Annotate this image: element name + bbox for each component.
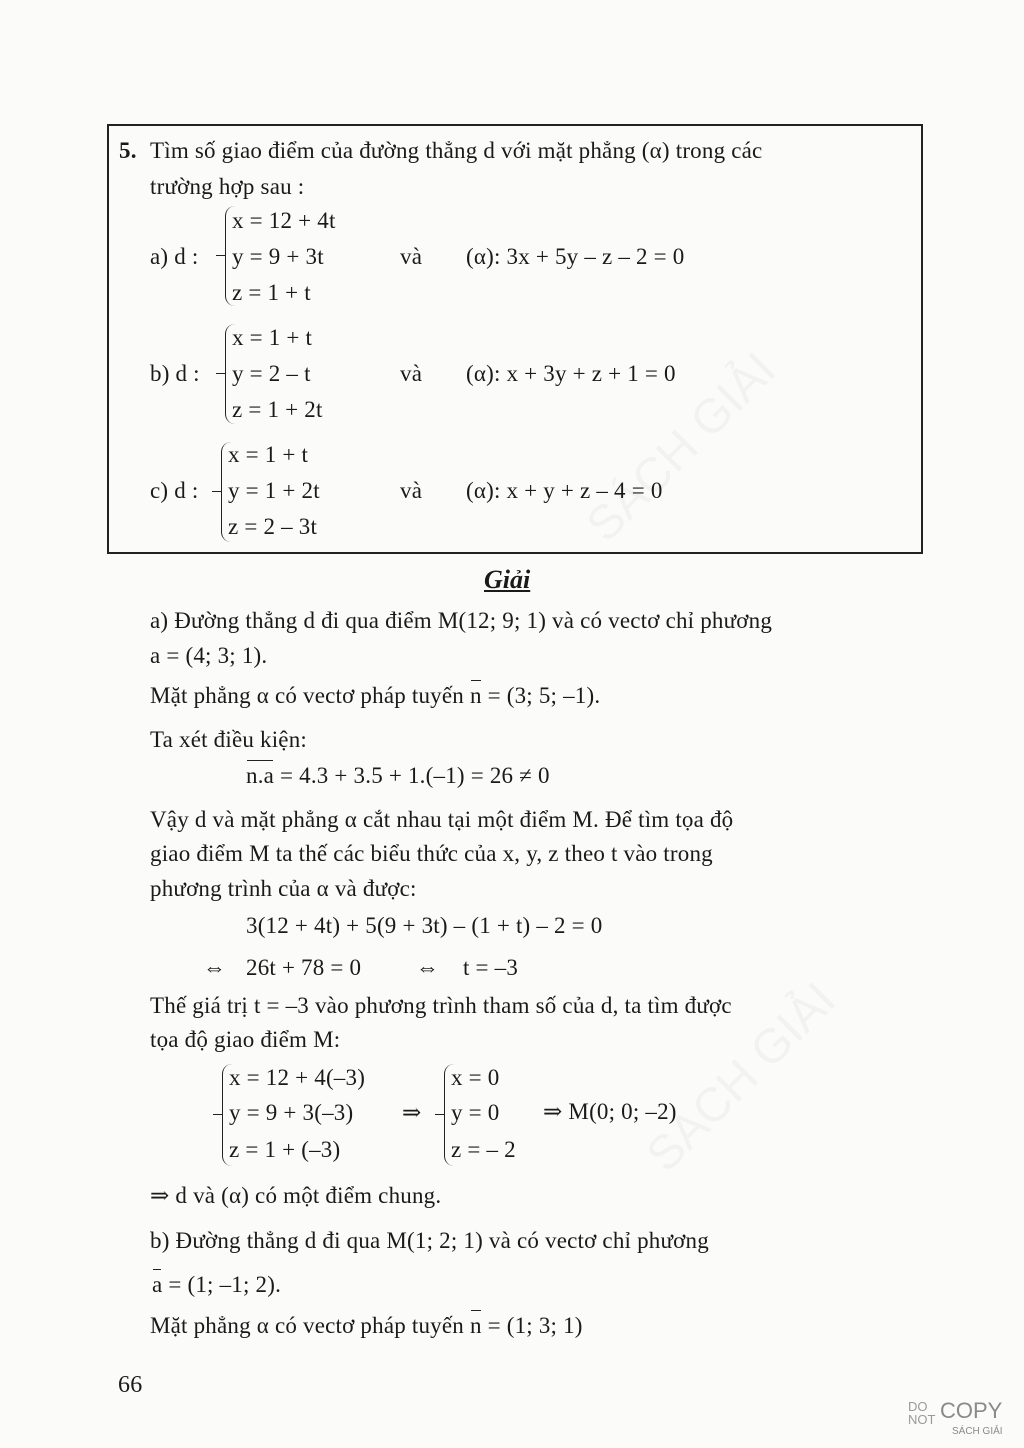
substitution-equation: 3(12 + 4t) + 5(9 + 3t) – (1 + t) – 2 = 0 xyxy=(246,913,603,938)
equivalence-arrow-2: ⇔ xyxy=(416,955,440,980)
normal-value: = (3; 5; –1). xyxy=(487,683,601,708)
normal-value: = (1; 3; 1) xyxy=(487,1313,583,1338)
system2-y: y = 0 xyxy=(451,1100,500,1125)
case-c-prefix: c) d : xyxy=(150,478,199,503)
case-b-eq-z: z = 1 + 2t xyxy=(232,397,323,422)
case-a-eq-y: y = 9 + 3t xyxy=(232,244,324,269)
system2-z: z = – 2 xyxy=(451,1137,516,1162)
normal-prefix: Mặt phẳng α có vectơ pháp tuyến xyxy=(150,1313,464,1338)
condition-intro: Ta xét điều kiện: xyxy=(150,727,307,752)
case-b-conj: và xyxy=(400,361,423,386)
conclusion-line3: phương trình của α và được: xyxy=(150,876,417,901)
case-b-prefix: b) d : xyxy=(150,361,200,386)
solution-b-normal xyxy=(150,1313,583,1339)
case-a-conj: và xyxy=(400,244,423,269)
problem-statement-line1: Tìm số giao điểm của đường thẳng d với mặt phẳng (α) trong các xyxy=(150,138,763,163)
solution-a-normal xyxy=(150,683,600,709)
implies-arrow-1: ⇒ xyxy=(402,1100,422,1125)
dot-product-line xyxy=(246,763,550,789)
solution-a-line1: a) Đường thẳng d đi qua điểm M(12; 9; 1) và có vectơ chỉ phương xyxy=(150,608,773,633)
system1-x: x = 12 + 4(–3) xyxy=(229,1065,366,1090)
case-c-eq-x: x = 1 + t xyxy=(228,442,309,467)
problem-statement-line2: trường hợp sau : xyxy=(150,174,305,199)
case-a-eq-x: x = 12 + 4t xyxy=(232,208,336,233)
logo-do-not: DO NOT xyxy=(908,1399,936,1427)
equivalence-arrow-1: ⇔ xyxy=(203,955,227,980)
dot-vector-symbol: n.a xyxy=(246,763,275,788)
dot-value: = 4.3 + 3.5 + 1.(–1) = 26 ≠ 0 xyxy=(280,763,550,788)
solution-b-line1: b) Đường thẳng d đi qua M(1; 2; 1) và có vectơ chỉ phương xyxy=(150,1228,709,1253)
normal-vector-symbol: n xyxy=(469,1313,482,1338)
intersection-point: ⇒ M(0; 0; –2) xyxy=(543,1099,677,1124)
solution-a-line2: a = (4; 3; 1). xyxy=(150,643,268,668)
t-value: t = –3 xyxy=(463,955,519,980)
solution-heading: Giải xyxy=(484,565,531,594)
case-c-plane: (α): x + y + z – 4 = 0 xyxy=(466,478,663,503)
normal-prefix: Mặt phẳng α có vectơ pháp tuyến xyxy=(150,683,464,708)
conclusion-line2: giao điểm M ta thế các biểu thức của x, y, z theo t vào trong xyxy=(150,841,713,866)
plug-line1: Thế giá trị t = –3 vào phương trình tham số của d, ta tìm được xyxy=(150,993,732,1018)
simplified-equation: 26t + 78 = 0 xyxy=(246,955,362,980)
case-c-eq-y: y = 1 + 2t xyxy=(228,478,320,503)
case-b-eq-x: x = 1 + t xyxy=(232,325,313,350)
publisher-logo xyxy=(906,1398,1010,1440)
system1-z: z = 1 + (–3) xyxy=(229,1137,341,1162)
direction-vector-symbol: a xyxy=(152,1272,163,1297)
common-point-line: ⇒ d và (α) có một điểm chung. xyxy=(150,1183,442,1208)
solution-b-vector xyxy=(152,1272,281,1298)
normal-vector-symbol: n xyxy=(469,683,482,708)
case-b-eq-y: y = 2 – t xyxy=(232,361,311,386)
case-a-prefix: a) d : xyxy=(150,244,199,269)
page-number: 66 xyxy=(118,1372,143,1398)
case-a-plane: (α): 3x + 5y – z – 2 = 0 xyxy=(466,244,685,269)
direction-vector-value: = (1; –1; 2). xyxy=(168,1272,282,1297)
case-b-plane: (α): x + 3y + z + 1 = 0 xyxy=(466,361,676,386)
case-c-conj: và xyxy=(400,478,423,503)
logo-sach-giai: SÁCH GIẢI xyxy=(952,1426,1003,1437)
plug-line2: tọa độ giao điểm M: xyxy=(150,1027,341,1052)
case-c-eq-z: z = 2 – 3t xyxy=(228,514,318,539)
logo-copy: COPY xyxy=(940,1398,1003,1423)
system1-y: y = 9 + 3(–3) xyxy=(229,1100,354,1125)
case-a-eq-z: z = 1 + t xyxy=(232,280,311,305)
conclusion-line1: Vậy d và mặt phẳng α cắt nhau tại một điểm M. Để tìm tọa độ xyxy=(150,807,734,832)
problem-number: 5. xyxy=(119,138,137,163)
system2-x: x = 0 xyxy=(451,1065,500,1090)
